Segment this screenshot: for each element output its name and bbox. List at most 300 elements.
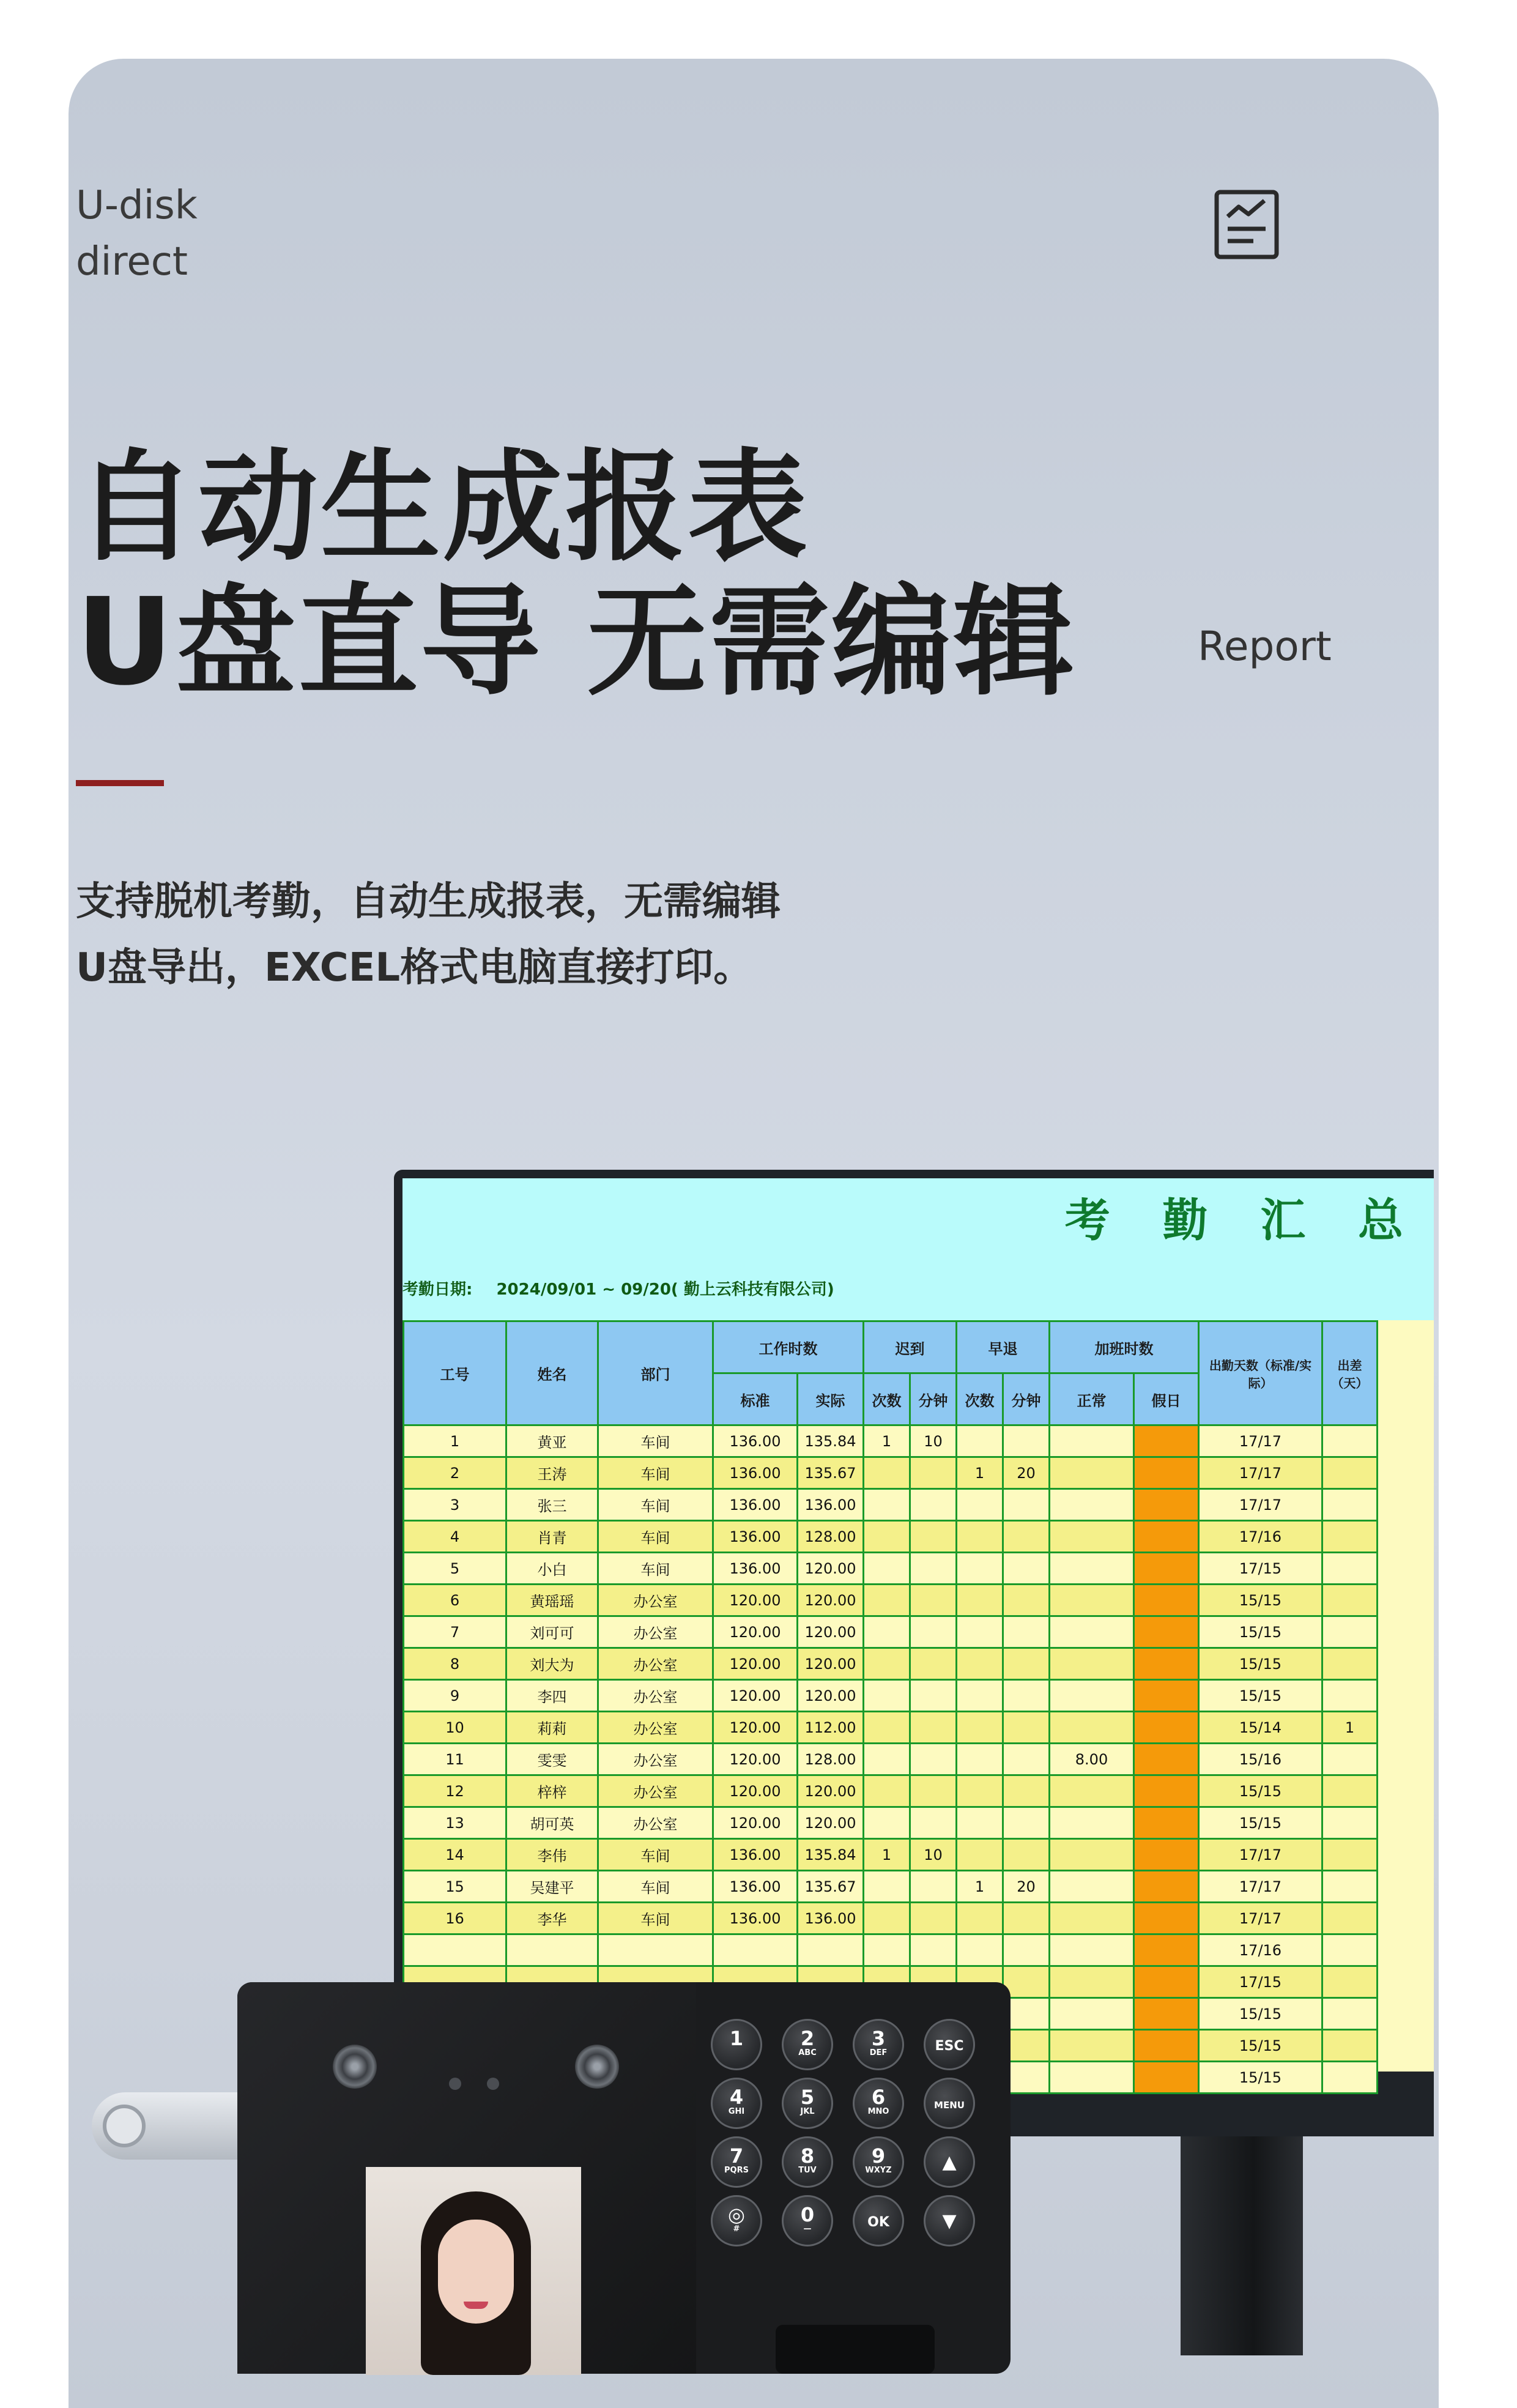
table-cell: 黄亚 [506, 1425, 598, 1457]
table-cell [957, 1712, 1003, 1744]
keypad-key[interactable] [782, 2078, 833, 2129]
table-cell: 雯雯 [506, 1744, 598, 1775]
table-cell: 小白 [506, 1553, 598, 1585]
table-cell: 办公室 [598, 1585, 713, 1616]
table-cell [864, 1903, 910, 1934]
description-line2: U盘导出，EXCEL格式电脑直接打印。 [76, 945, 753, 990]
keypad-key[interactable] [924, 2195, 975, 2246]
table-cell [1322, 1903, 1378, 1934]
table-cell: 17/16 [1199, 1521, 1322, 1553]
holiday-cell [1134, 1457, 1199, 1489]
key-letters: # [733, 2224, 740, 2234]
table-cell [1003, 1489, 1050, 1521]
table-cell: 车间 [598, 1871, 713, 1903]
holiday-cell [1134, 1998, 1199, 2030]
table-cell [798, 1934, 864, 1966]
table-cell: 11 [404, 1744, 506, 1775]
table-cell [957, 1744, 1003, 1775]
table-row [404, 1807, 1378, 1839]
table-cell [1050, 1903, 1134, 1934]
key-number: 7 [729, 2144, 744, 2168]
table-cell: 136.00 [713, 1521, 798, 1553]
table-cell: 120.00 [713, 1585, 798, 1616]
table-cell: 120.00 [798, 1680, 864, 1712]
col-id: 工号 [404, 1321, 506, 1425]
holiday-cell [1134, 1775, 1199, 1807]
table-cell: 车间 [598, 1457, 713, 1489]
headline-line1: 自动生成报表 [76, 438, 810, 578]
table-cell: 8.00 [1050, 1744, 1134, 1775]
col-actual: 实际 [798, 1373, 864, 1425]
table-cell [1003, 1934, 1050, 1966]
table-cell [864, 1807, 910, 1839]
keypad-key[interactable] [782, 2019, 833, 2070]
table-cell: 15/15 [1199, 1585, 1322, 1616]
table-cell [864, 1712, 910, 1744]
table-cell [957, 1553, 1003, 1585]
table-cell: 李四 [506, 1680, 598, 1712]
table-cell [864, 1680, 910, 1712]
table-cell: 120.00 [798, 1585, 864, 1616]
col-attend-days: 出勤天数（标准/实际） [1199, 1321, 1322, 1425]
table-row [404, 1839, 1378, 1871]
table-cell [1322, 1744, 1378, 1775]
table-cell: 120.00 [713, 1680, 798, 1712]
table-cell: 车间 [598, 1425, 713, 1457]
table-cell [1003, 1648, 1050, 1680]
table-cell: 15/15 [1199, 1807, 1322, 1839]
table-cell [957, 1585, 1003, 1616]
usb-keyring-hole [103, 2105, 146, 2147]
table-cell [910, 1775, 957, 1807]
table-cell [957, 1807, 1003, 1839]
keypad-key[interactable] [711, 2136, 762, 2188]
table-cell: 128.00 [798, 1521, 864, 1553]
tagline-line2: direct [76, 239, 188, 284]
table-cell [1050, 2030, 1134, 2062]
table-cell: 136.00 [713, 1839, 798, 1871]
key-letters: JKL [800, 2107, 815, 2116]
table-cell: 17/17 [1199, 1839, 1322, 1871]
table-cell: 1 [864, 1839, 910, 1871]
table-cell: 车间 [598, 1489, 713, 1521]
table-cell [1003, 1903, 1050, 1934]
table-cell [957, 1839, 1003, 1871]
table-row [404, 1585, 1378, 1616]
table-cell [1050, 2062, 1134, 2094]
key-label: ▼ [942, 2210, 957, 2232]
table-cell: 136.00 [713, 1457, 798, 1489]
table-cell [1003, 1585, 1050, 1616]
key-label: MENU [934, 2100, 965, 2111]
table-cell: 112.00 [798, 1712, 864, 1744]
report-chart-icon [1213, 188, 1280, 261]
table-cell: 车间 [598, 1521, 713, 1553]
table-cell: 莉莉 [506, 1712, 598, 1744]
table-cell: 办公室 [598, 1680, 713, 1712]
col-early: 早退 [957, 1321, 1050, 1373]
table-cell [1322, 1616, 1378, 1648]
table-row [404, 1903, 1378, 1934]
right-camera-icon [575, 2045, 619, 2089]
table-row [404, 1934, 1378, 1966]
table-cell [1003, 1839, 1050, 1871]
table-cell: 15/16 [1199, 1744, 1322, 1775]
table-cell [910, 1616, 957, 1648]
table-cell: 李伟 [506, 1839, 598, 1871]
table-cell [1322, 1966, 1378, 1998]
col-late: 迟到 [864, 1321, 957, 1373]
table-cell [1050, 1648, 1134, 1680]
col-holiday: 假日 [1134, 1373, 1199, 1425]
key-number: ◎ [728, 2203, 745, 2226]
table-row [404, 1425, 1378, 1457]
table-cell: 8 [404, 1648, 506, 1680]
table-cell [1003, 1744, 1050, 1775]
table-cell: 梓梓 [506, 1775, 598, 1807]
table-cell [1050, 1966, 1134, 1998]
table-row [404, 1871, 1378, 1903]
key-number: 3 [871, 2027, 886, 2050]
keypad-key[interactable] [711, 2019, 762, 2070]
table-cell [957, 1775, 1003, 1807]
key-label: ESC [935, 2038, 964, 2054]
table-cell [598, 1934, 713, 1966]
table-cell [864, 1775, 910, 1807]
headline [76, 440, 1076, 710]
holiday-cell [1134, 1553, 1199, 1585]
table-cell [1003, 1680, 1050, 1712]
table-cell [1050, 1521, 1134, 1553]
accent-divider [76, 780, 164, 786]
table-cell [864, 1934, 910, 1966]
table-cell [957, 1648, 1003, 1680]
table-cell: 黄瑶瑶 [506, 1585, 598, 1616]
keypad-key[interactable] [711, 2078, 762, 2129]
key-letters: TUV [798, 2166, 817, 2175]
col-std: 标准 [713, 1373, 798, 1425]
table-cell: 15/15 [1199, 1998, 1322, 2030]
col-early-times: 次数 [957, 1373, 1003, 1425]
table-cell [1003, 1807, 1050, 1839]
description [76, 869, 781, 1001]
sheet-date-label: 考勤日期: [402, 1280, 473, 1299]
tagline [76, 177, 198, 290]
key-number: 4 [729, 2086, 744, 2109]
table-cell [864, 1521, 910, 1553]
ir-sensor-icon [487, 2078, 499, 2090]
table-cell: 办公室 [598, 1712, 713, 1744]
holiday-cell [1134, 1807, 1199, 1839]
table-cell [864, 1744, 910, 1775]
keypad-key[interactable] [782, 2136, 833, 2188]
holiday-cell [1134, 2062, 1199, 2094]
table-cell: 136.00 [798, 1903, 864, 1934]
table-cell [1050, 1998, 1134, 2030]
table-row [404, 1712, 1378, 1744]
table-cell [506, 1934, 598, 1966]
table-cell [1322, 1807, 1378, 1839]
key-label: OK [867, 2215, 889, 2230]
table-cell: 4 [404, 1521, 506, 1553]
sheet-date-range: 2024/09/01 ~ 09/20( 勤上云科技有限公司) [496, 1280, 834, 1299]
keypad-key[interactable] [711, 2195, 762, 2246]
col-name: 姓名 [506, 1321, 598, 1425]
keypad-key[interactable] [853, 2195, 904, 2246]
attendance-table [402, 1320, 1378, 2094]
table-cell: 办公室 [598, 1648, 713, 1680]
table-cell [1322, 1648, 1378, 1680]
table-cell: 17/16 [1199, 1934, 1322, 1966]
table-cell: 2 [404, 1457, 506, 1489]
table-cell: 17/15 [1199, 1553, 1322, 1585]
key-letters: PQRS [724, 2166, 749, 2175]
table-cell [1322, 1521, 1378, 1553]
table-cell: 15/15 [1199, 1616, 1322, 1648]
table-cell [910, 1744, 957, 1775]
tagline-line1: U-disk [76, 183, 198, 228]
keypad-key[interactable] [853, 2136, 904, 2188]
device-keypad [711, 2019, 998, 2276]
monitor-stand [1181, 2135, 1303, 2355]
key-number: 9 [871, 2144, 886, 2168]
table-cell [1003, 1425, 1050, 1457]
table-cell: 10 [910, 1839, 957, 1871]
table-cell: 1 [404, 1425, 506, 1457]
table-cell: 136.00 [713, 1553, 798, 1585]
table-row [404, 1744, 1378, 1775]
table-cell: 1 [957, 1457, 1003, 1489]
table-cell: 17/17 [1199, 1871, 1322, 1903]
table-cell [1322, 1775, 1378, 1807]
table-cell: 120.00 [798, 1616, 864, 1648]
key-letters: — [803, 2224, 812, 2234]
table-cell: 15/15 [1199, 2062, 1322, 2094]
table-cell: 135.67 [798, 1457, 864, 1489]
table-cell [910, 1585, 957, 1616]
table-cell: 15 [404, 1871, 506, 1903]
table-cell: 17/17 [1199, 1457, 1322, 1489]
table-cell: 1 [864, 1425, 910, 1457]
table-cell: 1 [1322, 1712, 1378, 1744]
key-number: 1 [729, 2027, 744, 2050]
table-cell: 136.00 [713, 1903, 798, 1934]
table-cell: 16 [404, 1903, 506, 1934]
table-cell [404, 1934, 506, 1966]
headline-line2: U盘直导 无需编辑 [76, 573, 1077, 712]
table-cell [864, 1616, 910, 1648]
keypad-key[interactable] [924, 2019, 975, 2070]
table-cell [1322, 2062, 1378, 2094]
table-cell [1050, 1425, 1134, 1457]
table-cell: 135.84 [798, 1425, 864, 1457]
table-cell [1322, 1871, 1378, 1903]
table-cell [864, 1648, 910, 1680]
sheet-title: 考 勤 汇 总 [1064, 1194, 1422, 1247]
table-cell [1050, 1775, 1134, 1807]
table-cell [1322, 1680, 1378, 1712]
table-cell: 120.00 [713, 1807, 798, 1839]
table-cell: 120.00 [713, 1744, 798, 1775]
table-cell [1003, 1712, 1050, 1744]
keypad-key[interactable] [924, 2078, 975, 2129]
ir-sensor-icon [449, 2078, 461, 2090]
col-overtime: 加班时数 [1050, 1321, 1199, 1373]
table-cell: 刘大为 [506, 1648, 598, 1680]
holiday-cell [1134, 1489, 1199, 1521]
table-cell: 15/15 [1199, 1648, 1322, 1680]
table-cell: 李华 [506, 1903, 598, 1934]
table-row [404, 1521, 1378, 1553]
table-cell: 120.00 [798, 1553, 864, 1585]
table-cell: 15/15 [1199, 2030, 1322, 2062]
table-cell [1050, 1616, 1134, 1648]
table-cell: 3 [404, 1489, 506, 1521]
table-cell: 136.00 [713, 1489, 798, 1521]
table-cell [1322, 2030, 1378, 2062]
holiday-cell [1134, 1648, 1199, 1680]
key-letters: DEF [869, 2048, 888, 2057]
holiday-cell [1134, 1966, 1199, 1998]
table-cell: 车间 [598, 1839, 713, 1871]
table-cell [1050, 1807, 1134, 1839]
table-cell [1050, 1934, 1134, 1966]
table-cell: 128.00 [798, 1744, 864, 1775]
device-screen [366, 2167, 581, 2375]
table-cell [1322, 1839, 1378, 1871]
table-cell [713, 1934, 798, 1966]
table-cell: 办公室 [598, 1616, 713, 1648]
table-cell [910, 1680, 957, 1712]
table-cell [957, 1425, 1003, 1457]
table-cell: 办公室 [598, 1744, 713, 1775]
table-cell: 张三 [506, 1489, 598, 1521]
keypad-key[interactable] [924, 2136, 975, 2188]
holiday-cell [1134, 1616, 1199, 1648]
holiday-cell [1134, 1521, 1199, 1553]
key-number: 2 [800, 2027, 815, 2050]
key-letters: GHI [728, 2107, 745, 2116]
table-cell [957, 1489, 1003, 1521]
holiday-cell [1134, 2030, 1199, 2062]
table-cell: 136.00 [713, 1425, 798, 1457]
table-cell: 14 [404, 1839, 506, 1871]
table-cell: 120.00 [798, 1648, 864, 1680]
holiday-cell [1134, 1934, 1199, 1966]
left-camera-icon [333, 2045, 377, 2089]
col-normal: 正常 [1050, 1373, 1134, 1425]
table-cell [910, 1807, 957, 1839]
table-cell: 17/17 [1199, 1489, 1322, 1521]
table-cell [1050, 1871, 1134, 1903]
col-early-minutes: 分钟 [1003, 1373, 1050, 1425]
col-trip: 出差（天） [1322, 1321, 1378, 1425]
table-row [404, 1775, 1378, 1807]
table-cell [957, 1616, 1003, 1648]
table-cell: 15/14 [1199, 1712, 1322, 1744]
key-number: 8 [800, 2144, 815, 2168]
table-row [404, 1457, 1378, 1489]
keypad-key[interactable] [782, 2195, 833, 2246]
table-cell [1050, 1585, 1134, 1616]
table-cell: 12 [404, 1775, 506, 1807]
table-row [404, 1648, 1378, 1680]
table-cell [864, 1871, 910, 1903]
table-cell: 135.67 [798, 1871, 864, 1903]
table-cell: 20 [1003, 1871, 1050, 1903]
table-cell: 120.00 [713, 1775, 798, 1807]
table-cell [1322, 1934, 1378, 1966]
table-cell: 车间 [598, 1903, 713, 1934]
table-cell [910, 1712, 957, 1744]
table-cell: 刘可可 [506, 1616, 598, 1648]
table-cell [1322, 1585, 1378, 1616]
col-work-hours: 工作时数 [713, 1321, 864, 1373]
table-cell: 办公室 [598, 1775, 713, 1807]
col-dept: 部门 [598, 1321, 713, 1425]
table-cell [910, 1553, 957, 1585]
table-cell: 13 [404, 1807, 506, 1839]
keypad-key[interactable] [853, 2019, 904, 2070]
sheet-date-row [402, 1259, 1434, 1320]
table-cell: 1 [957, 1871, 1003, 1903]
key-letters: WXYZ [865, 2166, 892, 2175]
key-letters: MNO [867, 2107, 889, 2116]
table-cell: 136.00 [798, 1489, 864, 1521]
table-cell: 胡可英 [506, 1807, 598, 1839]
table-cell [1003, 1616, 1050, 1648]
table-cell [1322, 1457, 1378, 1489]
table-cell: 10 [910, 1425, 957, 1457]
table-cell: 136.00 [713, 1871, 798, 1903]
table-cell: 17/17 [1199, 1425, 1322, 1457]
col-late-minutes: 分钟 [910, 1373, 957, 1425]
table-cell [910, 1648, 957, 1680]
key-letters: ABC [798, 2048, 817, 2057]
table-cell [1003, 1775, 1050, 1807]
table-cell [864, 1457, 910, 1489]
report-label: Report [1198, 623, 1332, 670]
table-row [404, 1553, 1378, 1585]
table-cell [910, 1903, 957, 1934]
table-cell: 9 [404, 1680, 506, 1712]
table-cell [910, 1871, 957, 1903]
table-cell: 6 [404, 1585, 506, 1616]
table-cell: 120.00 [798, 1775, 864, 1807]
table-cell: 17/17 [1199, 1903, 1322, 1934]
keypad-key[interactable] [853, 2078, 904, 2129]
table-cell [1050, 1489, 1134, 1521]
holiday-cell [1134, 1712, 1199, 1744]
monitor-screen [402, 1178, 1434, 2086]
table-cell [957, 1680, 1003, 1712]
table-cell: 120.00 [798, 1807, 864, 1839]
holiday-cell [1134, 1680, 1199, 1712]
fingerprint-slot [776, 2325, 935, 2374]
table-cell [1050, 1712, 1134, 1744]
table-cell: 10 [404, 1712, 506, 1744]
table-cell: 15/15 [1199, 1775, 1322, 1807]
key-number: 5 [800, 2086, 815, 2109]
description-line1: 支持脱机考勤，自动生成报表，无需编辑 [76, 879, 781, 924]
table-cell [1322, 1489, 1378, 1521]
sheet-header [402, 1178, 1434, 1259]
table-cell: 15/15 [1199, 1680, 1322, 1712]
table-cell: 车间 [598, 1553, 713, 1585]
table-cell [910, 1934, 957, 1966]
col-late-times: 次数 [864, 1373, 910, 1425]
table-cell [1003, 1521, 1050, 1553]
